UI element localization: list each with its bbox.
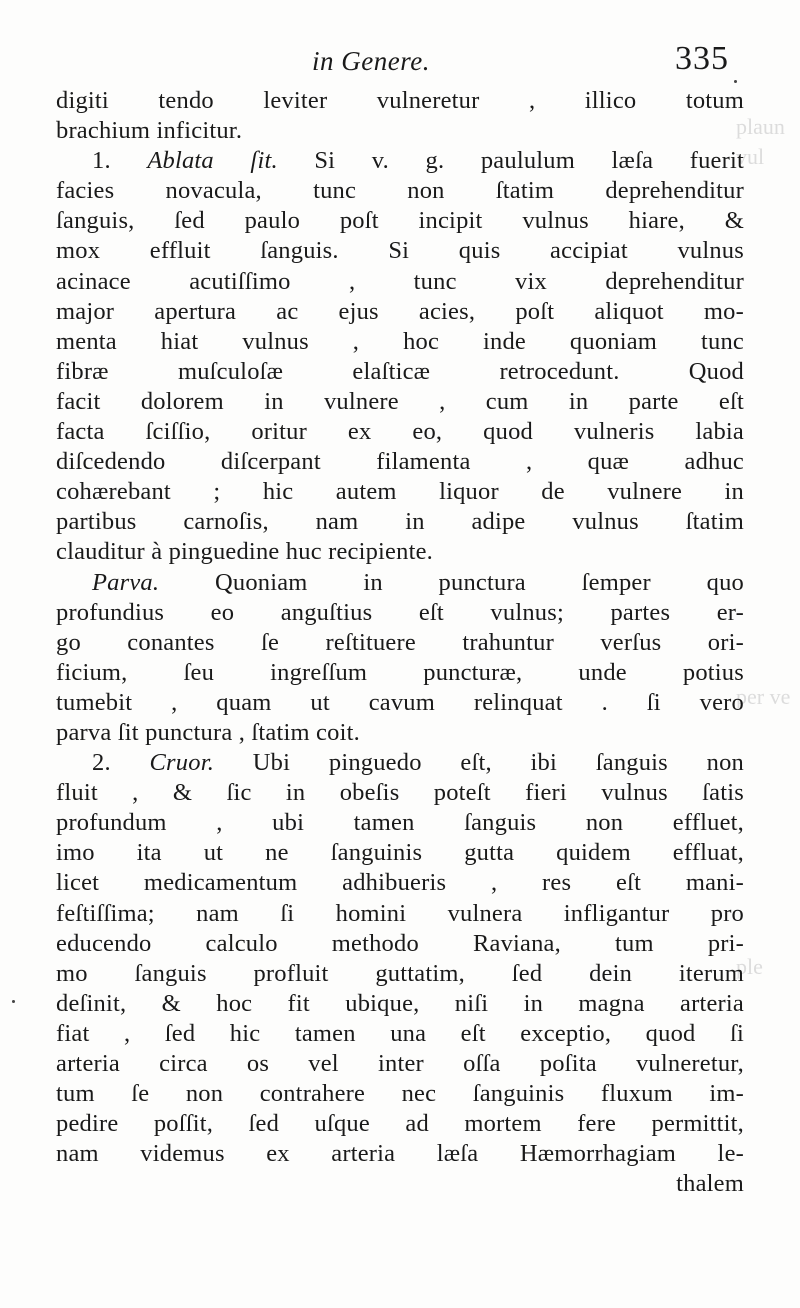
ghost-line <box>736 292 800 322</box>
ghost-line <box>736 862 800 892</box>
ghost-line <box>736 442 800 472</box>
ghost-line <box>736 562 800 592</box>
page-number: 335 <box>675 40 729 77</box>
text-line: pedire poſſit, ſed uſque ad mortem fere permittit, <box>56 1110 744 1138</box>
bleed-through-text <box>736 112 800 982</box>
text-line: facies novacula, tunc non ſtatim deprehenditur <box>56 177 744 205</box>
ghost-line <box>736 652 800 682</box>
text-line <box>56 568 744 598</box>
ghost-line <box>736 502 800 532</box>
ghost-line <box>736 232 800 262</box>
ghost-line <box>736 472 800 502</box>
text-line: partibus carnoſis, nam in adipe vulnus ſtatim <box>56 508 744 536</box>
body-text <box>56 86 744 1199</box>
paragraph-heading: Ablata ſit. <box>147 147 278 175</box>
ghost-line <box>736 382 800 412</box>
text-line: thalem <box>676 1170 744 1198</box>
text-line <box>56 748 744 778</box>
paragraph-number: 2. <box>92 749 150 777</box>
ghost-line <box>736 202 800 232</box>
ghost-line <box>736 892 800 922</box>
ghost-line <box>736 772 800 802</box>
ghost-line <box>736 322 800 352</box>
text-line: arteria circa os vel inter oſſa poſita vulneretur, <box>56 1050 744 1077</box>
text-line: profundius eo anguſtius eſt vulnus; partes er- <box>56 598 744 626</box>
text-line: brachium inficitur. <box>56 117 243 145</box>
text-line: deſinit, & hoc fit ubique, niſi in magna arteria <box>56 989 744 1017</box>
text-line: mox effluit ſanguis. Si quis accipiat vulnus <box>56 237 744 265</box>
text-line: feſtiſſima; nam ſi homini vulnera infligantur pro <box>56 899 744 927</box>
ghost-line <box>736 712 800 742</box>
text-line: cohærebant ; hic autem liquor de vulnere in <box>56 478 744 506</box>
text-line: fluit , & ſic in obeſis poteſt fieri vulnus ſatis <box>56 779 744 807</box>
ghost-line <box>736 922 800 952</box>
text-line: mo ſanguis profluit guttatim, ſed dein iterum <box>56 959 744 987</box>
ghost-line <box>736 622 800 652</box>
paragraph-number: 1. <box>92 147 148 175</box>
running-head-title: in Genere. <box>312 46 430 76</box>
text-line <box>56 146 744 176</box>
text-line: fibræ muſculoſæ elaſticæ retrocedunt. Quod <box>56 357 744 385</box>
ghost-line <box>736 532 800 562</box>
ink-speck <box>734 80 737 83</box>
text-line: imo ita ut ne ſanguinis gutta quidem effluat, <box>56 839 744 867</box>
text-line: profundum , ubi tamen ſanguis non effluet, <box>56 809 744 837</box>
ghost-line <box>736 172 800 202</box>
ghost-line: ple <box>736 954 763 979</box>
text-line: go conantes ſe reſtituere trahuntur verſus ori- <box>56 628 744 656</box>
text-line: educendo calculo methodo Raviana, tum pri- <box>56 929 744 957</box>
text-line: facta ſciſſio, oritur ex eo, quod vulneris labia <box>56 418 744 446</box>
text-line: clauditur à pinguedine huc recipiente. <box>56 538 433 566</box>
text-line: major apertura ac ejus acies, poſt aliquot mo- <box>56 297 744 325</box>
ink-speck <box>12 1000 15 1003</box>
paragraph-heading: Parva. <box>92 568 160 596</box>
text-line: fiat , ſed hic tamen una eſt exceptio, quod ſi <box>56 1019 744 1047</box>
ghost-line <box>736 742 800 772</box>
text-line: menta hiat vulnus , hoc inde quoniam tunc <box>56 327 744 355</box>
text-line: ſanguis, ſed paulo poſt incipit vulnus hiare, & <box>56 207 744 235</box>
text-line: digiti tendo leviter vulneretur , illico totum <box>56 87 744 114</box>
ghost-line <box>736 802 800 832</box>
ghost-line <box>736 592 800 622</box>
ghost-line <box>736 412 800 442</box>
text-line: nam videmus ex arteria læſa Hæmorrhagiam le- <box>56 1140 744 1168</box>
text-line: ficium, ſeu ingreſſum puncturæ, unde potius <box>56 658 744 686</box>
text-line: acinace acutiſſimo , tunc vix deprehenditur <box>56 267 744 295</box>
text-line: tum ſe non contrahere nec ſanguinis fluxum im- <box>56 1080 744 1108</box>
running-head <box>0 40 800 80</box>
ghost-line: vul <box>736 144 765 169</box>
ghost-line <box>736 832 800 862</box>
line-text: Quoniam in punctura ſemper quo <box>159 568 744 596</box>
ghost-line <box>736 262 800 292</box>
line-text: Ubi pinguedo eſt, ibi ſanguis non <box>214 749 744 777</box>
text-line: parva ſit punctura , ſtatim coit. <box>56 718 360 746</box>
paragraph-heading: Cruor. <box>149 749 215 777</box>
text-line: licet medicamentum adhibueris , res eſt mani- <box>56 869 744 897</box>
text-line: tumebit , quam ut cavum relinquat . ſi vero <box>56 688 744 716</box>
ghost-line <box>736 352 800 382</box>
ghost-line: per ve <box>736 684 791 709</box>
line-text: Si v. g. paululum læſa fuerit <box>277 147 744 175</box>
text-line: facit dolorem in vulnere , cum in parte eſt <box>56 387 744 415</box>
text-line: diſcedendo diſcerpant filamenta , quæ adhuc <box>56 448 744 476</box>
ghost-line: plaun <box>736 114 785 139</box>
